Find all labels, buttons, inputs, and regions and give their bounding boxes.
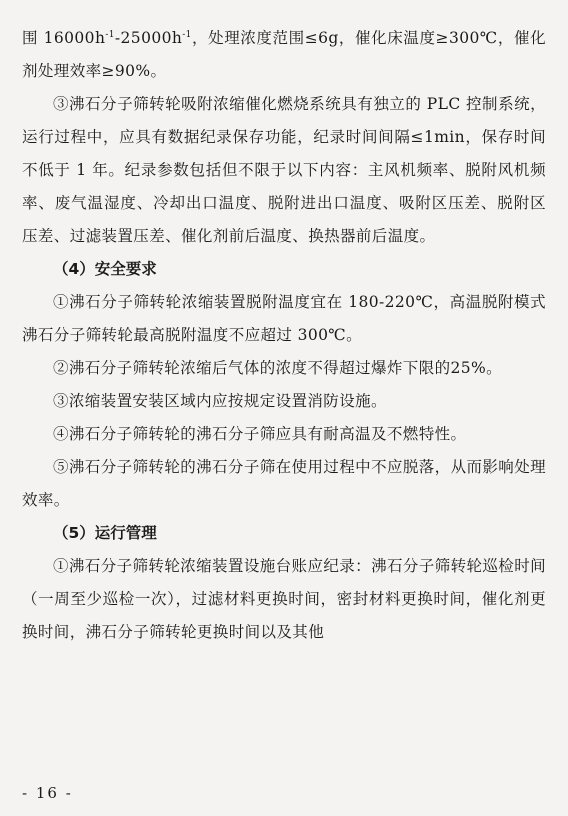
paragraph-continuation: [22, 22, 546, 88]
text-run: 围 16000h: [22, 29, 106, 47]
paragraph-explosion-limit: ②沸石分子筛转轮浓缩后气体的浓度不得超过爆炸下限的25%。: [53, 359, 503, 377]
text-run: -25000h: [114, 29, 183, 47]
body-text: [22, 22, 546, 649]
paragraph-no-shedding: ⑤沸石分子筛转轮的沸石分子筛在使用过程中不应脱落，从而影响处理效率。: [22, 458, 546, 509]
text-run: ，处理浓度范围≤6g，催化床温度≥300℃，催化剂处理效率≥90%。: [22, 29, 546, 80]
section-heading-safety: （4）安全要求: [53, 260, 157, 278]
superscript: -1: [182, 29, 192, 40]
paragraph-plc-system: ③沸石分子筛转轮吸附浓缩催化燃烧系统具有独立的 PLC 控制系统，运行过程中，应具有数据纪录保存功能，纪录时间间隔≤1min，保存时间不低于 1 年。纪录参数包括但不限于以下内容：主风机频率、脱附风机频率、废气温湿度、冷却出口温度、脱附进出口温度、吸附区压差、脱附区压差、过滤装置压差、催化剂前后温度、换热器前后温度。: [22, 95, 546, 245]
paragraph-desorption-temp: ①沸石分子筛转轮浓缩装置脱附温度宜在 180-220℃，高温脱附模式沸石分子筛转轮最高脱附温度不应超过 300℃。: [22, 293, 546, 344]
paragraph-heat-resistance: ④沸石分子筛转轮的沸石分子筛应具有耐高温及不燃特性。: [53, 425, 467, 443]
section-heading-operation: （5）运行管理: [53, 524, 157, 542]
paragraph-fire-facilities: ③浓缩装置安装区域内应按规定设置消防设施。: [53, 392, 387, 410]
page-number: - 16 -: [22, 784, 73, 802]
paragraph-ledger-record: ①沸石分子筛转轮浓缩装置设施台账应纪录：沸石分子筛转轮巡检时间（一周至少巡检一次），过滤材料更换时间，密封材料更换时间，催化剂更换时间，沸石分子筛转轮更换时间以及其他: [22, 557, 546, 641]
superscript: -1: [105, 29, 115, 40]
